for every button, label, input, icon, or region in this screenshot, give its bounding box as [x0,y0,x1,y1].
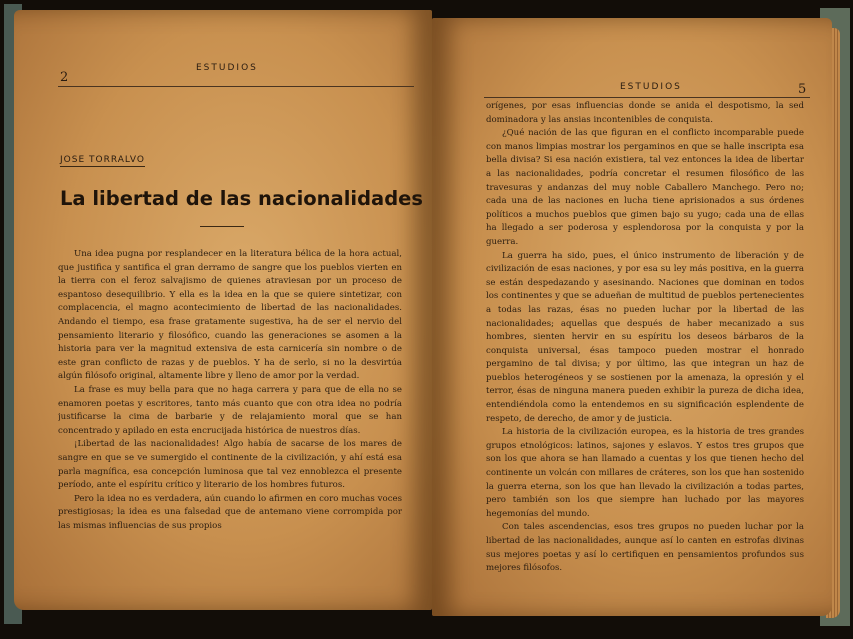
right-paragraph: ¿Qué nación de las que figuran en el conflicto incomparable puede con manos limpias mostrar los pergaminos en que se halle inscripta esa bella divisa? Si esa nación existiera, tal vez entonces la idea de libertar a las nacionalidades, podría concretar el resumen filosófico de las travesuras y andanzas del muy noble Caballero Manchego. Pero no; cada una de las naciones en lucha tiene aprisionados a sus órdenes políticos a muchos pueblos que gimen bajo su yugo; cada una de ellas ha llegado a ser poderosa y esplendorosa por la conquista y por la guerra. [486,128,804,247]
right-body-text [486,100,804,596]
title-rule [200,226,244,227]
right-running-head: ESTUDIOS [620,82,682,92]
article-title: La libertad de las nacionalidades [60,187,423,210]
author-name: JOSE TORRALVO [60,155,145,165]
left-paragraph: Pero la idea no es verdadera, aún cuando lo afirmen en coro muchas voces prestigiosas; la idea es una falsedad que de antemano viene corrompida por las mismas influencias de sus propios [58,493,402,531]
right-paragraph: orígenes, por esas influencias donde se anida el despotismo, la sed dominadora y las ansias incontenibles de conquista. [486,101,804,125]
left-body-text [58,248,402,610]
left-paragraph: Una idea pugna por resplandecer en la literatura bélica de la hora actual, que justifica y santifica el gran derramo de sangre que los pueblos vierten en la tierra con el feroz salvajismo de quienes atraviesan por un proceso de espantoso desequilibrio. Y ella es la idea en la que se quiere sintetizar, con complacencia, el magno acontecimiento de libertad de las nacionalidades. Andando el tiempo, esa frase gratamente sugestiva, ha de ser el nervio del pensamiento literario y filosófico, cuando las generaciones se asomen a la historia para ver la magnitud extensiva de esta carnicería sin nombre o de este gran conflicto de razas y de pueblos. Y ha de serlo, si no la desvirtúa algún filósofo original, altamente libre y lleno de amor por la verdad. [58,249,402,382]
left-paragraph: ¡Libertad de las nacionalidades! Algo había de sacarse de los mares de sangre en que se ve sumergido el continente de la civilización, y ahí está esa parla magnífica, esa concepción luminosa que tal vez ennoblezca el presente período, ante el espíritu crítico y literario de los hombres futuros. [58,439,402,491]
left-running-head: ESTUDIOS [196,63,258,73]
right-paragraph: La historia de la civilización europea, es la historia de tres grandes grupos etnológicos: latinos, sajones y eslavos. Y estos tres grupos que son los que ahora se han llamado a cuentas y los que tienen hecho del continente un volcán con millares de cráteres, son los que han sostenido la guerra eterna, son los que han llevado la civilización a todas partes, pero también son los que siempre han luchado por las mayores hegemonías del mundo. [486,427,804,519]
left-page-number: 2 [60,70,69,85]
right-page-number: 5 [798,82,807,97]
right-paragraph: La guerra ha sido, pues, el único instrumento de liberación y de civilización de esas naciones, y por esa su ley más positiva, en la guerra se están despedazando y asesinando. Naciones que dominan en todos los continentes y que se adueñan de multitud de pueblos pertenecientes a todas las razas, ésas no pueden luchar por la libertad de las nacionalidades; aquellas que después de haber mecanizado a sus hombres, sienten hervir en su espíritu los deseos bárbaros de la conquista universal, ésas tampoco pueden mostrar el honrado pergamino de tal divisa; y por último, las que integran un haz de pueblos heterogéneos y se sostienen por la amenaza, la opresión y el terror, ésas de ninguna manera pueden exhibir la pureza de dicha idea, entendiéndola como la entendemos en su significación esplendente de respeto, de derecho, de amor y de justicia. [486,250,804,424]
right-paragraph: Con tales ascendencias, esos tres grupos no pueden luchar por la libertad de las nacionalidades, aunque así lo canten en estrofas divinas sus mejores poetas y así lo certifiquen en pensamientos profundos sus mejores filósofos. [486,522,804,574]
left-header-rule [58,86,414,87]
right-header-rule [484,97,810,98]
left-page [14,10,432,610]
left-paragraph: La frase es muy bella para que no haga carrera y para que de ella no se enamoren poetas y escritores, tanto más cuanto que con otra idea no podría justificarse la cima de barbarie y de relajamiento moral que se han concentrado y apilado en esta encrucijada histórica de nuestros días. [58,384,402,436]
